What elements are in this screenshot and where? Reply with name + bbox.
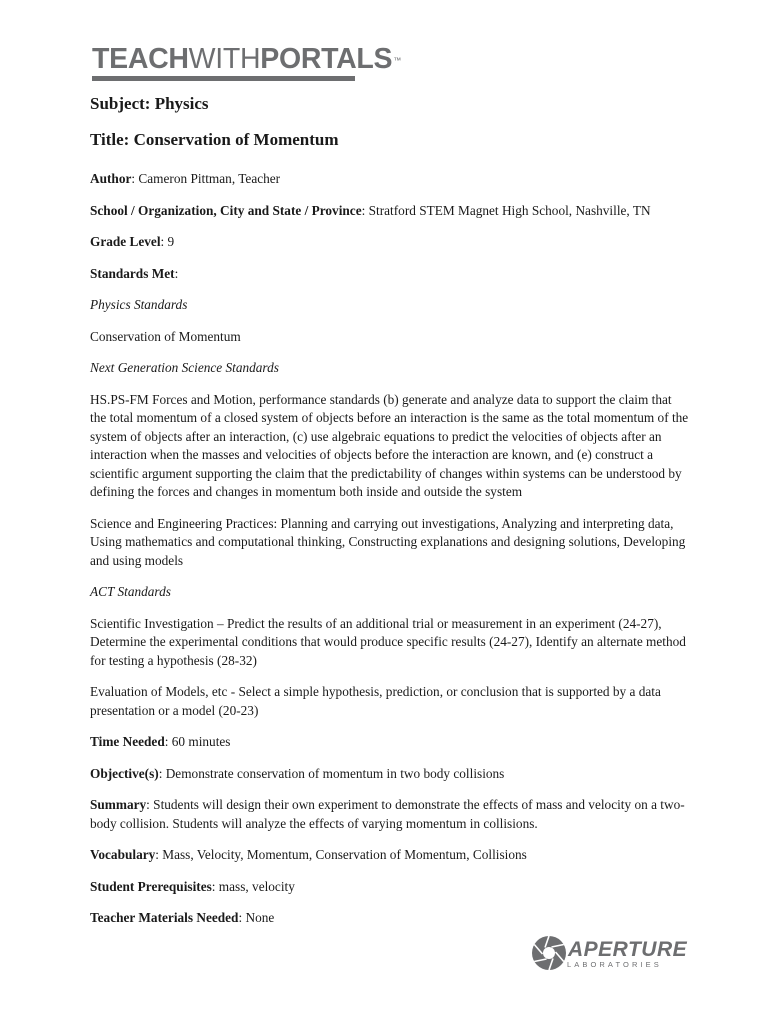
- ngss-practices: Science and Engineering Practices: Planning and carrying out investigations, Analyzing and interpreting data, Using mathematics and computational thinking, Constructing explanations and designing solutions, Developing and using models: [90, 515, 686, 568]
- grade-label: Grade Level: [90, 234, 161, 249]
- prerequisites-field: [90, 878, 690, 897]
- school-value: : Stratford STEM Magnet High School, Nashville, TN: [361, 202, 651, 218]
- author-label: Author: [90, 171, 132, 186]
- objectives-label: Objective(s): [90, 765, 159, 781]
- prerequisites-label: Student Prerequisites: [90, 878, 212, 894]
- summary-field: [90, 796, 690, 833]
- time-field: [90, 733, 690, 752]
- materials-value: : None: [238, 910, 275, 925]
- act-evaluation: Evaluation of Models, etc - Select a simple hypothesis, prediction, or conclusion that is supported by a data presentation or a model (20-23): [90, 684, 661, 718]
- time-label: Time Needed: [90, 734, 165, 749]
- act-heading: ACT Standards: [90, 584, 171, 599]
- title-heading: Title: Conservation of Momentum: [90, 130, 339, 149]
- logo-teach: TEACH: [92, 43, 189, 75]
- logo-underline: [92, 76, 355, 81]
- objectives-value: : Demonstrate conservation of momentum in two body collisions: [158, 765, 505, 781]
- grade-field: [90, 233, 690, 252]
- aperture-laboratories-logo: [531, 935, 688, 973]
- ngss-text: HS.PS-FM Forces and Motion, performance standards (b) generate and analyze data to support the claim that the total momentum of a closed system of objects before an interaction is the same as the total momentum of the system of objects after an interaction, (c) use algebraic equations to predict the velocities of objects after an interaction when the masses and velocities of objects before the interaction are known, and (e) construct a scientific argument supporting the claim that the predictability of changes within systems can be understood by defining the forces and changes in momentum both inside and outside the system: [90, 391, 689, 499]
- aperture-ring-icon: [531, 935, 567, 971]
- subject-heading: Subject: Physics: [90, 94, 209, 113]
- vocabulary-value: : Mass, Velocity, Momentum, Conservation of Momentum, Collisions: [155, 847, 527, 862]
- logo-with: WITH: [188, 43, 261, 75]
- time-value: : 60 minutes: [164, 734, 231, 749]
- prerequisites-value: : mass, velocity: [211, 878, 295, 894]
- ngss-heading: Next Generation Science Standards: [90, 360, 279, 375]
- vocabulary-field: [90, 846, 690, 865]
- summary-label: Summary: [90, 797, 147, 812]
- standards-value: :: [174, 265, 179, 281]
- aperture-subtitle: LABORATORIES: [567, 960, 662, 969]
- author-field: [90, 170, 690, 189]
- logo-portals: PORTALS: [260, 43, 393, 75]
- author-value: : Cameron Pittman, Teacher: [131, 171, 281, 186]
- logo-wordmark: [92, 43, 401, 75]
- standards-label: Standards Met: [90, 265, 175, 281]
- physics-standards-text: Conservation of Momentum: [90, 328, 241, 344]
- materials-label: Teacher Materials Needed: [90, 910, 239, 925]
- summary-value: : Students will design their own experiment to demonstrate the effects of mass and velocity on a two-body collision. Students will analyze the effects of varying momentum in collisions.: [90, 797, 685, 831]
- objectives-field: [90, 765, 690, 784]
- act-investigation: Scientific Investigation – Predict the results of an additional trial or measurement in an experiment (24-27), Determine the experimental conditions that would produce specific results (24-27), Identify an alternate method for testing a hypothesis (28-32): [90, 615, 686, 668]
- school-label: School / Organization, City and State / Province: [90, 202, 362, 218]
- lesson-plan-body: [90, 94, 690, 928]
- aperture-wordmark: APERTURE: [568, 938, 688, 961]
- school-field: [90, 202, 690, 221]
- vocabulary-label: Vocabulary: [90, 847, 156, 862]
- teach-with-portals-logo: [92, 43, 401, 81]
- materials-field: [90, 909, 690, 928]
- standards-field: [90, 265, 690, 284]
- grade-value: : 9: [160, 234, 175, 249]
- logo-trademark: ™: [393, 56, 401, 65]
- physics-standards-heading: Physics Standards: [90, 297, 188, 312]
